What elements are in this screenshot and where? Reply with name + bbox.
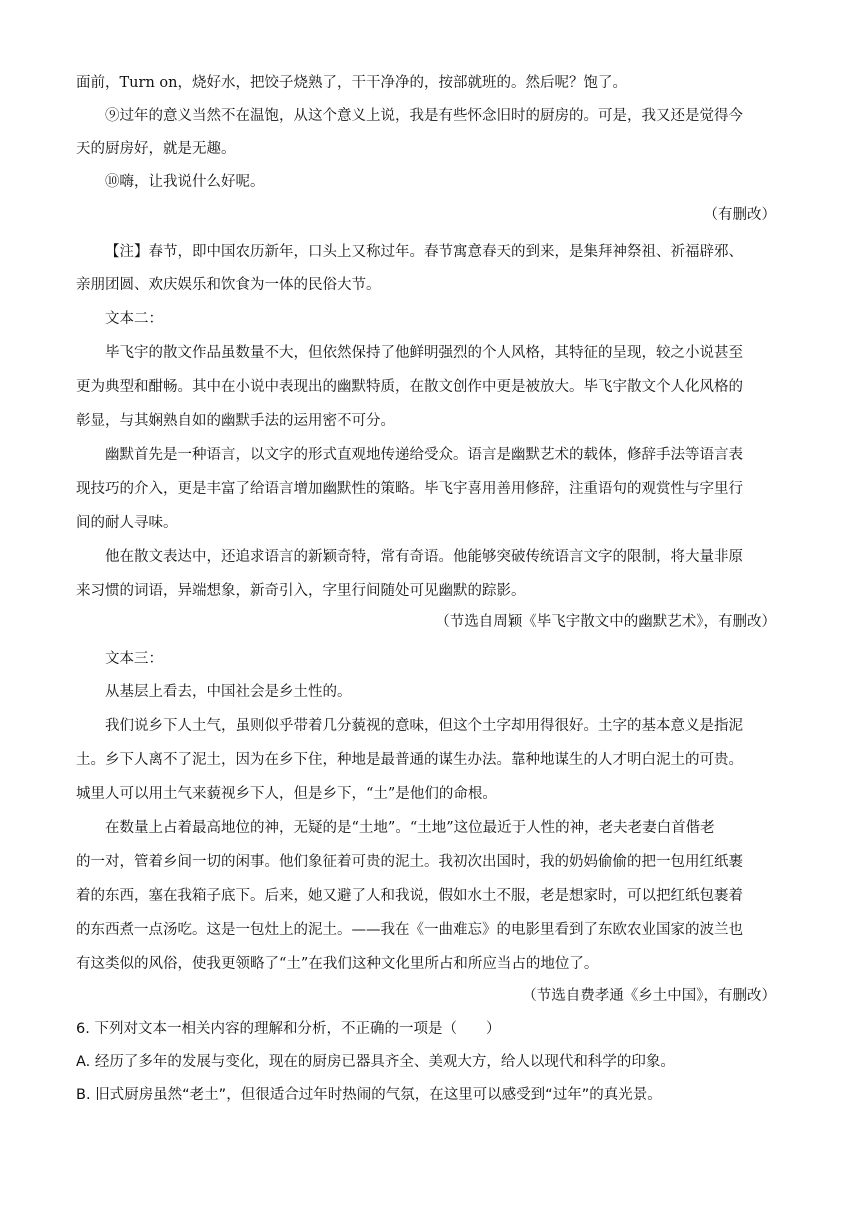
section-heading-text-two: 文本二： — [105, 311, 163, 327]
paragraph-line: 面前，Turn on，烧好水，把饺子烧熟了，干干净净的，按部就班的。然后呢？饱了。 — [76, 75, 627, 91]
annotation-line: 亲朋团圆、欢庆娱乐和饮食为一体的民俗大节。 — [76, 277, 381, 293]
text-two-line: 幽默首先是一种语言，以文字的形式直观地传递给受众。语言是幽默艺术的载体，修辞手法等语言表 — [105, 447, 743, 463]
annotation-line: 【注】春节，即中国农历新年，口头上又称过年。春节寓意春天的到来，是集拜神祭祖、祈福辟邪、 — [105, 244, 743, 260]
paragraph-9-line: 天的厨房好，就是无趣。 — [76, 141, 236, 157]
paragraph-9-line: ⑨过年的意义当然不在温饱，从这个意义上说，我是有些怀念旧时的厨房的。可是，我又还是觉得今 — [105, 108, 743, 124]
text-two-line: 他在散文表达中，还追求语言的新颖奇特，常有奇语。他能够突破传统语言文字的限制，将大量非原 — [105, 549, 743, 565]
text-three-line: 有这类似的风俗，使我更领略了“土”在我们这种文化里所占和所应当占的地位了。 — [76, 956, 599, 972]
source-note: （节选自周颖《毕飞宇散文中的幽默艺术》，有删改） — [435, 614, 776, 630]
text-two-line: 间的耐人寻味。 — [76, 515, 178, 531]
text-two-line: 彰显，与其娴熟自如的幽默手法的运用密不可分。 — [76, 413, 395, 429]
section-heading-text-three: 文本三： — [105, 651, 163, 667]
paragraph-10-line: ⑩嗨，让我说什么好呢。 — [105, 174, 265, 190]
option-b: B. 旧式厨房虽然“老土”，但很适合过年时热闹的气氛，在这里可以感受到“过年”的真光景。 — [76, 1087, 662, 1103]
text-two-line: 更为典型和酣畅。其中在小说中表现出的幽默特质，在散文创作中更是被放大。毕飞宇散文个人化风格的 — [76, 379, 743, 395]
text-three-line: 的一对，管着乡间一切的闲事。他们象征着可贵的泥土。我初次出国时，我的奶妈偷偷的把一包用红纸裹 — [76, 854, 743, 870]
text-two-line: 来习惯的词语，异端想象，新奇引入，字里行间随处可见幽默的踪影。 — [76, 583, 526, 599]
text-three-line: 的东西煮一点汤吃。这是一包灶上的泥土。——我在《一曲难忘》的电影里看到了东欧农业国家的波兰也 — [76, 922, 743, 938]
option-a: A. 经历了多年的发展与变化，现在的厨房已器具齐全、美观大方，给人以现代和科学的印象。 — [76, 1054, 675, 1070]
source-note: （节选自费孝通《乡土中国》，有删改） — [522, 988, 776, 1004]
source-note: （有删改） — [703, 207, 776, 223]
text-three-line: 城里人可以用土气来藐视乡下人，但是乡下，“土”是他们的命根。 — [76, 786, 497, 802]
text-two-line: 毕飞宇的散文作品虽数量不大，但依然保持了他鲜明强烈的个人风格，其特征的呈现，较之小说甚至 — [105, 345, 743, 361]
text-three-line: 我们说乡下人土气，虽则似乎带着几分藐视的意味，但这个土字却用得很好。土字的基本意义是指泥 — [105, 718, 743, 734]
question-stem: 6. 下列对文本一相关内容的理解和分析，不正确的一项是（ ） — [76, 1021, 501, 1037]
text-three-line: 从基层上看去，中国社会是乡土性的。 — [105, 684, 352, 700]
text-two-line: 现技巧的介入，更是丰富了给语言增加幽默性的策略。毕飞宇喜用善用修辞，注重语句的观赏性与字里行 — [76, 481, 743, 497]
text-three-line: 在数量上占着最高地位的神，无疑的是“土地”。“土地”这位最近于人性的神，老夫老妻白首偕老 — [105, 820, 715, 836]
text-three-line: 着的东西，塞在我箱子底下。后来，她又避了人和我说，假如水土不服，老是想家时，可以把红纸包裹着 — [76, 888, 743, 904]
text-three-line: 土。乡下人离不了泥土，因为在乡下住，种地是最普通的谋生办法。靠种地谋生的人才明白泥土的可贵。 — [76, 752, 743, 768]
